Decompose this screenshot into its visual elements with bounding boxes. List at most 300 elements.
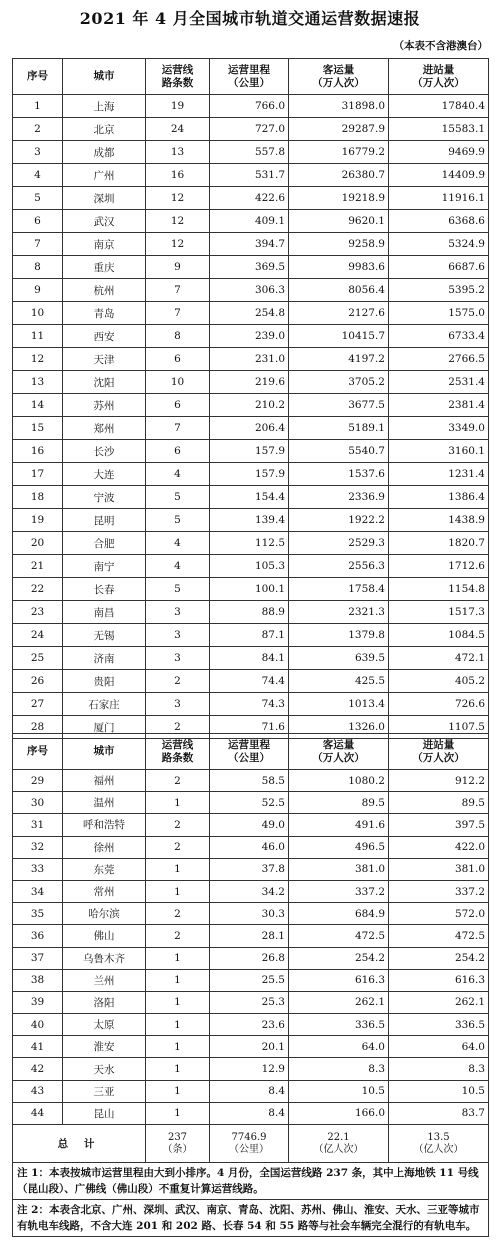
cell-ridership: 1013.4	[289, 693, 389, 716]
cell-lines: 2	[146, 903, 210, 925]
table-row	[13, 969, 489, 991]
cell-ridership: 2127.6	[289, 302, 389, 325]
cell-ridership: 8.3	[289, 1058, 389, 1080]
cell-city: 长春	[63, 578, 146, 601]
cell-ridership: 29287.9	[289, 118, 389, 141]
cell-lines: 5	[146, 486, 210, 509]
table-row	[13, 1036, 489, 1058]
table-row	[13, 532, 489, 555]
cell-city: 天津	[63, 348, 146, 371]
cell-city: 无锡	[63, 624, 146, 647]
cell-city: 常州	[63, 880, 146, 902]
cell-city: 三亚	[63, 1080, 146, 1102]
cell-ridership: 2556.3	[289, 555, 389, 578]
header-mileage: 运营里程 （公里）	[210, 734, 289, 770]
cell-ridership: 16779.2	[289, 141, 389, 164]
cell-entries: 262.1	[389, 991, 489, 1013]
table-row	[13, 118, 489, 141]
table-row	[13, 509, 489, 532]
cell-mileage: 766.0	[210, 95, 289, 118]
cell-entries: 11916.1	[389, 187, 489, 210]
cell-entries: 1386.4	[389, 486, 489, 509]
table-row	[13, 947, 489, 969]
cell-ridership: 4197.2	[289, 348, 389, 371]
cell-entries: 3160.1	[389, 440, 489, 463]
cell-city: 杭州	[63, 279, 146, 302]
cell-mileage: 105.3	[210, 555, 289, 578]
cell-lines: 3	[146, 647, 210, 670]
table-row	[13, 624, 489, 647]
cell-seq: 27	[13, 693, 63, 716]
table-row	[13, 302, 489, 325]
cell-seq: 1	[13, 95, 63, 118]
cell-seq: 34	[13, 880, 63, 902]
cell-ridership: 1379.8	[289, 624, 389, 647]
table-row	[13, 141, 489, 164]
cell-entries: 472.5	[389, 925, 489, 947]
cell-city: 洛阳	[63, 991, 146, 1013]
cell-lines: 2	[146, 836, 210, 858]
cell-ridership: 89.5	[289, 792, 389, 814]
cell-entries: 726.6	[389, 693, 489, 716]
cell-mileage: 531.7	[210, 164, 289, 187]
header-seq: 序号	[13, 734, 63, 770]
cell-mileage: 112.5	[210, 532, 289, 555]
table-row	[13, 647, 489, 670]
cell-seq: 31	[13, 814, 63, 836]
cell-seq: 29	[13, 770, 63, 792]
cell-entries: 1438.9	[389, 509, 489, 532]
cell-mileage: 557.8	[210, 141, 289, 164]
table-row	[13, 925, 489, 947]
cell-ridership: 2321.3	[289, 601, 389, 624]
cell-city: 福州	[63, 770, 146, 792]
cell-seq: 2	[13, 118, 63, 141]
cell-ridership: 64.0	[289, 1036, 389, 1058]
cell-lines: 1	[146, 880, 210, 902]
cell-lines: 1	[146, 1102, 210, 1124]
total-label: 总 计	[13, 1125, 146, 1163]
cell-city: 厦门	[63, 716, 146, 739]
table-row	[13, 417, 489, 440]
cell-lines: 1	[146, 969, 210, 991]
cell-entries: 6733.4	[389, 325, 489, 348]
cell-lines: 12	[146, 187, 210, 210]
cell-city: 成都	[63, 141, 146, 164]
cell-entries: 6368.6	[389, 210, 489, 233]
cell-seq: 14	[13, 394, 63, 417]
table-row	[13, 903, 489, 925]
cell-mileage: 46.0	[210, 836, 289, 858]
cell-city: 长沙	[63, 440, 146, 463]
cell-seq: 21	[13, 555, 63, 578]
cell-lines: 12	[146, 210, 210, 233]
cell-ridership: 1758.4	[289, 578, 389, 601]
cell-lines: 16	[146, 164, 210, 187]
header-lines: 运营线 路条数	[146, 734, 210, 770]
cell-city: 济南	[63, 647, 146, 670]
cell-entries: 1231.4	[389, 463, 489, 486]
cell-entries: 2531.4	[389, 371, 489, 394]
header-row	[13, 734, 489, 770]
cell-lines: 5	[146, 509, 210, 532]
cell-seq: 24	[13, 624, 63, 647]
table-row	[13, 792, 489, 814]
cell-lines: 5	[146, 578, 210, 601]
cell-seq: 41	[13, 1036, 63, 1058]
cell-city: 东莞	[63, 858, 146, 880]
cell-ridership: 3677.5	[289, 394, 389, 417]
cell-seq: 35	[13, 903, 63, 925]
cell-seq: 9	[13, 279, 63, 302]
scope-note: （本表不含港澳台）	[393, 40, 488, 52]
cell-lines: 12	[146, 233, 210, 256]
cell-mileage: 254.8	[210, 302, 289, 325]
cell-mileage: 37.8	[210, 858, 289, 880]
cell-seq: 36	[13, 925, 63, 947]
cell-lines: 2	[146, 670, 210, 693]
cell-city: 贵阳	[63, 670, 146, 693]
cell-ridership: 8056.4	[289, 279, 389, 302]
cell-seq: 7	[13, 233, 63, 256]
cell-ridership: 336.5	[289, 1014, 389, 1036]
cell-city: 昆山	[63, 1102, 146, 1124]
cell-city: 沈阳	[63, 371, 146, 394]
cell-seq: 32	[13, 836, 63, 858]
table-row	[13, 394, 489, 417]
cell-city: 合肥	[63, 532, 146, 555]
cell-entries: 1712.6	[389, 555, 489, 578]
cell-mileage: 219.6	[210, 371, 289, 394]
cell-entries: 336.5	[389, 1014, 489, 1036]
cell-seq: 16	[13, 440, 63, 463]
cell-city: 深圳	[63, 187, 146, 210]
table-row	[13, 578, 489, 601]
cell-city: 呼和浩特	[63, 814, 146, 836]
cell-lines: 1	[146, 1080, 210, 1102]
table-row	[13, 1102, 489, 1124]
cell-mileage: 306.3	[210, 279, 289, 302]
cell-mileage: 12.9	[210, 1058, 289, 1080]
cell-mileage: 25.5	[210, 969, 289, 991]
cell-mileage: 88.9	[210, 601, 289, 624]
cell-ridership: 3705.2	[289, 371, 389, 394]
cell-lines: 7	[146, 279, 210, 302]
cell-city: 南宁	[63, 555, 146, 578]
cell-lines: 13	[146, 141, 210, 164]
cell-seq: 10	[13, 302, 63, 325]
header-mileage: 运营里程 （公里）	[210, 59, 289, 95]
cell-ridership: 9258.9	[289, 233, 389, 256]
cell-entries: 14409.9	[389, 164, 489, 187]
cell-city: 大连	[63, 463, 146, 486]
cell-entries: 5324.9	[389, 233, 489, 256]
table-row	[13, 1080, 489, 1102]
cell-seq: 17	[13, 463, 63, 486]
cell-entries: 381.0	[389, 858, 489, 880]
cell-city: 哈尔滨	[63, 903, 146, 925]
table-row	[13, 325, 489, 348]
cell-ridership: 639.5	[289, 647, 389, 670]
cell-ridership: 496.5	[289, 836, 389, 858]
table-row	[13, 601, 489, 624]
cell-ridership: 684.9	[289, 903, 389, 925]
cell-city: 南昌	[63, 601, 146, 624]
table-row	[13, 210, 489, 233]
cell-entries: 254.2	[389, 947, 489, 969]
cell-lines: 1	[146, 1014, 210, 1036]
cell-mileage: 369.5	[210, 256, 289, 279]
cell-mileage: 100.1	[210, 578, 289, 601]
cell-city: 石家庄	[63, 693, 146, 716]
cell-mileage: 154.4	[210, 486, 289, 509]
cell-seq: 12	[13, 348, 63, 371]
cell-mileage: 422.6	[210, 187, 289, 210]
cell-seq: 26	[13, 670, 63, 693]
cell-entries: 572.0	[389, 903, 489, 925]
cell-city: 西安	[63, 325, 146, 348]
cell-mileage: 25.3	[210, 991, 289, 1013]
table-row	[13, 348, 489, 371]
cell-entries: 15583.1	[389, 118, 489, 141]
cell-lines: 3	[146, 601, 210, 624]
table-row	[13, 670, 489, 693]
cell-city: 天水	[63, 1058, 146, 1080]
cell-seq: 19	[13, 509, 63, 532]
cell-entries: 64.0	[389, 1036, 489, 1058]
cell-lines: 4	[146, 555, 210, 578]
page-title: 2021 年 4 月全国城市轨道交通运营数据速报	[79, 9, 421, 28]
cell-seq: 25	[13, 647, 63, 670]
cell-lines: 19	[146, 95, 210, 118]
cell-ridership: 616.3	[289, 969, 389, 991]
cell-mileage: 20.1	[210, 1036, 289, 1058]
cell-mileage: 26.8	[210, 947, 289, 969]
cell-mileage: 58.5	[210, 770, 289, 792]
cell-mileage: 49.0	[210, 814, 289, 836]
cell-mileage: 157.9	[210, 440, 289, 463]
cell-lines: 7	[146, 302, 210, 325]
table-row	[13, 463, 489, 486]
cell-mileage: 210.2	[210, 394, 289, 417]
cell-lines: 3	[146, 624, 210, 647]
metro-table-part1	[12, 58, 489, 739]
cell-city: 乌鲁木齐	[63, 947, 146, 969]
cell-city: 北京	[63, 118, 146, 141]
cell-entries: 3349.0	[389, 417, 489, 440]
cell-mileage: 157.9	[210, 463, 289, 486]
cell-lines: 2	[146, 716, 210, 739]
cell-mileage: 23.6	[210, 1014, 289, 1036]
cell-mileage: 30.3	[210, 903, 289, 925]
table-row	[13, 814, 489, 836]
cell-entries: 83.7	[389, 1102, 489, 1124]
cell-ridership: 491.6	[289, 814, 389, 836]
cell-ridership: 9620.1	[289, 210, 389, 233]
table-row	[13, 836, 489, 858]
cell-entries: 9469.9	[389, 141, 489, 164]
header-entries: 进站量 （万人次）	[389, 734, 489, 770]
cell-ridership: 166.0	[289, 1102, 389, 1124]
table-row	[13, 858, 489, 880]
cell-entries: 1084.5	[389, 624, 489, 647]
total-lines: 237 （条）	[146, 1125, 210, 1163]
header-city: 城市	[63, 734, 146, 770]
cell-city: 温州	[63, 792, 146, 814]
cell-mileage: 8.4	[210, 1102, 289, 1124]
cell-entries: 5395.2	[389, 279, 489, 302]
cell-city: 苏州	[63, 394, 146, 417]
cell-seq: 22	[13, 578, 63, 601]
cell-seq: 42	[13, 1058, 63, 1080]
table-row	[13, 187, 489, 210]
cell-mileage: 84.1	[210, 647, 289, 670]
cell-entries: 472.1	[389, 647, 489, 670]
cell-lines: 6	[146, 348, 210, 371]
table-row	[13, 991, 489, 1013]
cell-mileage: 231.0	[210, 348, 289, 371]
cell-lines: 7	[146, 417, 210, 440]
cell-lines: 1	[146, 1058, 210, 1080]
cell-city: 南京	[63, 233, 146, 256]
cell-entries: 1107.5	[389, 716, 489, 739]
cell-ridership: 5189.1	[289, 417, 389, 440]
cell-mileage: 409.1	[210, 210, 289, 233]
cell-mileage: 28.1	[210, 925, 289, 947]
cell-ridership: 10415.7	[289, 325, 389, 348]
cell-entries: 422.0	[389, 836, 489, 858]
note-1: 注 1：本表按城市运营里程由大到小排序。4 月份，全国运营线路 237 条，其中上海地铁 11 号线（昆山段）、广佛线（佛山段）不重复计算运营线路。	[13, 1163, 489, 1200]
cell-entries: 1517.3	[389, 601, 489, 624]
cell-mileage: 52.5	[210, 792, 289, 814]
cell-ridership: 10.5	[289, 1080, 389, 1102]
header-city: 城市	[63, 59, 146, 95]
cell-seq: 8	[13, 256, 63, 279]
cell-entries: 397.5	[389, 814, 489, 836]
cell-city: 徐州	[63, 836, 146, 858]
total-entries: 13.5 （亿人次）	[389, 1125, 489, 1163]
cell-seq: 11	[13, 325, 63, 348]
table-row	[13, 1014, 489, 1036]
table-row	[13, 164, 489, 187]
table-row	[13, 555, 489, 578]
table-row	[13, 440, 489, 463]
header-ridership: 客运量 （万人次）	[289, 734, 389, 770]
cell-lines: 8	[146, 325, 210, 348]
cell-seq: 44	[13, 1102, 63, 1124]
table-row	[13, 1058, 489, 1080]
cell-city: 佛山	[63, 925, 146, 947]
cell-seq: 33	[13, 858, 63, 880]
cell-city: 兰州	[63, 969, 146, 991]
cell-mileage: 71.6	[210, 716, 289, 739]
cell-seq: 13	[13, 371, 63, 394]
cell-lines: 6	[146, 440, 210, 463]
table-row	[13, 486, 489, 509]
total-ridership: 22.1 （亿人次）	[289, 1125, 389, 1163]
cell-city: 重庆	[63, 256, 146, 279]
cell-entries: 6687.6	[389, 256, 489, 279]
cell-mileage: 206.4	[210, 417, 289, 440]
cell-seq: 5	[13, 187, 63, 210]
cell-entries: 8.3	[389, 1058, 489, 1080]
cell-lines: 1	[146, 991, 210, 1013]
cell-mileage: 139.4	[210, 509, 289, 532]
cell-ridership: 1922.2	[289, 509, 389, 532]
cell-lines: 2	[146, 814, 210, 836]
cell-mileage: 34.2	[210, 880, 289, 902]
cell-lines: 2	[146, 925, 210, 947]
cell-seq: 39	[13, 991, 63, 1013]
cell-city: 郑州	[63, 417, 146, 440]
metro-table-part2	[12, 733, 489, 1237]
cell-mileage: 8.4	[210, 1080, 289, 1102]
header-row	[13, 59, 489, 95]
cell-mileage: 394.7	[210, 233, 289, 256]
cell-entries: 89.5	[389, 792, 489, 814]
cell-ridership: 19218.9	[289, 187, 389, 210]
cell-ridership: 2336.9	[289, 486, 389, 509]
cell-ridership: 2529.3	[289, 532, 389, 555]
cell-seq: 38	[13, 969, 63, 991]
table-row	[13, 256, 489, 279]
cell-seq: 23	[13, 601, 63, 624]
header-entries: 进站量 （万人次）	[389, 59, 489, 95]
note-row-2	[13, 1200, 489, 1237]
cell-ridership: 5540.7	[289, 440, 389, 463]
cell-lines: 1	[146, 792, 210, 814]
note-row-1	[13, 1163, 489, 1200]
cell-entries: 1154.8	[389, 578, 489, 601]
cell-mileage: 239.0	[210, 325, 289, 348]
table-row	[13, 233, 489, 256]
cell-city: 武汉	[63, 210, 146, 233]
cell-mileage: 74.4	[210, 670, 289, 693]
cell-seq: 37	[13, 947, 63, 969]
cell-seq: 18	[13, 486, 63, 509]
total-mileage: 7746.9 （公里）	[210, 1125, 289, 1163]
cell-ridership: 31898.0	[289, 95, 389, 118]
cell-ridership: 1537.6	[289, 463, 389, 486]
cell-lines: 4	[146, 532, 210, 555]
cell-ridership: 9983.6	[289, 256, 389, 279]
cell-city: 昆明	[63, 509, 146, 532]
header-lines: 运营线 路条数	[146, 59, 210, 95]
cell-lines: 9	[146, 256, 210, 279]
cell-city: 淮安	[63, 1036, 146, 1058]
cell-lines: 1	[146, 1036, 210, 1058]
table-row	[13, 880, 489, 902]
cell-entries: 1575.0	[389, 302, 489, 325]
cell-lines: 24	[146, 118, 210, 141]
table-row	[13, 693, 489, 716]
cell-entries: 912.2	[389, 770, 489, 792]
cell-mileage: 727.0	[210, 118, 289, 141]
cell-lines: 3	[146, 693, 210, 716]
table-row	[13, 95, 489, 118]
header-ridership: 客运量 （万人次）	[289, 59, 389, 95]
cell-ridership: 26380.7	[289, 164, 389, 187]
cell-ridership: 425.5	[289, 670, 389, 693]
cell-seq: 43	[13, 1080, 63, 1102]
cell-seq: 4	[13, 164, 63, 187]
cell-seq: 30	[13, 792, 63, 814]
header-seq: 序号	[13, 59, 63, 95]
cell-ridership: 262.1	[289, 991, 389, 1013]
cell-mileage: 87.1	[210, 624, 289, 647]
cell-ridership: 337.2	[289, 880, 389, 902]
cell-entries: 10.5	[389, 1080, 489, 1102]
